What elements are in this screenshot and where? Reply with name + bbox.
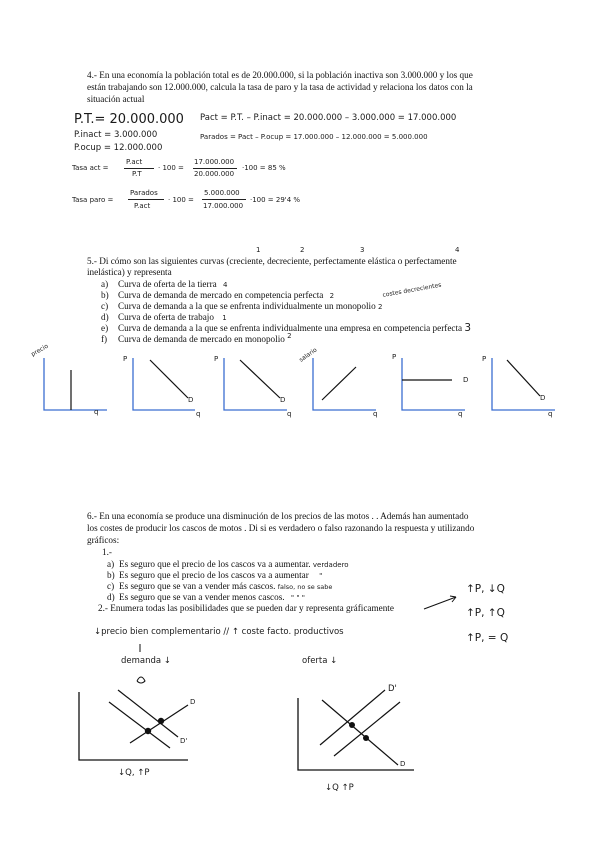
- q4-hw-poblacion-ocupada: P.ocup = 12.000.000: [74, 143, 163, 153]
- q4-hw-parados: Parados = Pact – P.ocup = 17.000.000 – 12.000.000 = 5.000.000: [200, 133, 428, 141]
- q5-g4-ylabel: salario: [298, 346, 319, 364]
- q6-g2-axes: [298, 698, 414, 770]
- q4-hw-tasa-act-frac-den: 20.000.000: [194, 170, 235, 178]
- q5-item-c-answer: 2: [377, 303, 383, 311]
- q6-statement-line2: los costes de producir los cascos de motos . Di si es verdadero o falso razonando la respuesta y utilizando: [87, 523, 475, 533]
- q6-possibility-3: ↑P, = Q: [466, 632, 509, 644]
- q6-g1-caption: ↓Q, ↑P: [118, 768, 150, 778]
- q5-item-c: c) Curva de demanda a la que se enfrenta individualmente un monopolio 2: [101, 301, 383, 311]
- q6-g1-d-prime-label: D': [180, 737, 188, 745]
- q5-g3-curve-label: D: [280, 396, 286, 404]
- q5-item-f-answer: 2: [287, 332, 292, 340]
- q5-statement-line2: inelástica) y representa: [87, 267, 172, 277]
- q5-g5-xlabel: q: [458, 410, 463, 418]
- q5-g2-curve-label: D: [188, 396, 194, 404]
- q5-item-b-answer: 2: [329, 292, 335, 300]
- q6-g1-equilibrium-1: [158, 718, 164, 724]
- q5-statement-line1: 5.- Di cómo son las siguientes curvas (creciente, decreciente, perfectamente elástica o perfectamente: [87, 256, 457, 266]
- q5-item-a-answer: 4: [223, 281, 228, 289]
- q6-item-d-answer: " " ": [290, 594, 305, 602]
- q5-g3-xlabel: q: [287, 410, 292, 418]
- q6-g2-equilibrium-2: [363, 735, 369, 741]
- q4-hw-tasa-act-denominator: P.T: [132, 170, 142, 178]
- q6-arrow-line: [424, 597, 456, 609]
- q6-graph-2: [298, 690, 414, 770]
- q5-g5-curve-label: D: [463, 376, 469, 384]
- q5-item-a: a) Curva de oferta de la tierra 4: [101, 279, 228, 289]
- q4-hw-tasa-paro-mult: · 100 =: [168, 196, 194, 204]
- q4-statement-line3: situación actual: [87, 94, 145, 104]
- q6-statement-line3: gráficos:: [87, 535, 120, 545]
- q6-item-b: b) Es seguro que el precio de los cascos va a aumentar ": [107, 570, 323, 580]
- q6-g2-demand: [322, 700, 398, 765]
- q4-hw-tasa-paro-numerator: Parados: [130, 189, 158, 197]
- q5-g6-curve-label: D: [540, 394, 546, 402]
- q6-sub2: 2.- Enumera todas las posibilidades que se pueden dar y representa gráficamente: [98, 603, 394, 613]
- q6-hw-oferta: oferta ↓: [302, 656, 338, 666]
- q4-hw-tasa-act-result: ·100 = 85 %: [242, 164, 286, 172]
- q5-item-e-answer: 3: [464, 322, 472, 334]
- q4-hw-tasa-paro-frac-den: 17.000.000: [203, 202, 244, 210]
- q6-item-a: a) Es seguro que el precio de los cascos va a aumentar. verdadero: [107, 559, 349, 569]
- q6-item-a-answer: verdadero: [312, 561, 349, 569]
- q4-hw-tasa-paro-label: Tasa paro =: [72, 196, 114, 204]
- q6-statement-line1: 6.- En una economía se produce una disminución de los precios de las motos . . Además han aumentado: [87, 511, 469, 521]
- q5-g2-xlabel: q: [196, 410, 201, 418]
- q6-item-b-answer: ": [319, 572, 323, 580]
- q4-hw-tasa-act-mult: · 100 =: [158, 164, 184, 172]
- q6-possibility-1: ↑P, ↓Q: [466, 583, 505, 595]
- q4-hw-tasa-act-label: Tasa act =: [72, 164, 109, 172]
- q6-g2-equilibrium-1: [349, 722, 355, 728]
- q6-possibility-2: ↑P, ↑Q: [466, 607, 505, 619]
- q6-hw-demanda: demanda ↓: [121, 656, 171, 666]
- q5-g6-ylabel: P: [482, 355, 487, 363]
- q4-hw-tasa-act-numerator: P.act: [126, 158, 143, 166]
- q5-g2-ylabel: P: [123, 355, 128, 363]
- q6-g2-d-label: D: [400, 760, 406, 768]
- q6-g1-demand: [109, 702, 170, 748]
- q5-item-f: f) Curva de demanda de mercado en monopolio $^2$: [101, 332, 292, 344]
- q6-g1-equilibrium-2: [145, 728, 151, 734]
- q6-g1-d-label: D: [190, 698, 196, 706]
- q5-item-d-answer: 1: [222, 314, 227, 322]
- q5-item-b: b) Curva de demanda de mercado en competencia perfecta 2: [101, 290, 335, 300]
- q5-hw-number-1: 1: [256, 246, 261, 254]
- q5-g1-ylabel: precio: [30, 342, 50, 359]
- q6-g2-supply: [320, 690, 385, 745]
- q5-hw-costes-decrecientes: costes decrecientes: [382, 281, 442, 299]
- q6-item-d: d) Es seguro que se van a vender menos cascos. " " ": [107, 592, 305, 602]
- q5-hw-number-4: 4: [455, 246, 460, 254]
- q4-hw-poblacion-inactiva: P.inact = 3.000.000: [74, 130, 158, 140]
- q5-g3-ylabel: P: [214, 355, 219, 363]
- q5-item-d: d) Curva de oferta de trabajo 1: [101, 312, 227, 322]
- q5-g4-xlabel: q: [373, 410, 378, 418]
- q4-hw-tasa-paro-denominator: P.act: [134, 202, 151, 210]
- q6-hw-mark: [137, 677, 145, 683]
- q4-hw-poblacion-activa: Pact = P.T. – P.inact = 20.000.000 – 3.000.000 = 17.000.000: [200, 113, 457, 123]
- q6-g2-d-prime-label: D': [388, 684, 397, 694]
- q6-g2-caption: ↓Q ↑P: [325, 783, 354, 793]
- q4-hw-tasa-act-frac-num: 17.000.000: [194, 158, 235, 166]
- q4-hw-tasa-paro-result: ·100 = 29'4 %: [250, 196, 301, 204]
- q6-g2-supply-shifted: [334, 702, 400, 756]
- q4-hw-poblacion-total: P.T.= 20.000.000: [74, 112, 184, 127]
- q4-statement-line1: 4.- En una economía la población total es de 20.000.000, si la población inactiva son 3.000.000 y los que: [87, 70, 473, 80]
- q6-hw-header: ↓precio bien complementario // ↑ coste facto. productivos: [94, 627, 344, 637]
- q6-item-c: c) Es seguro que se van a vender más cascos. falso, no se sabe: [107, 581, 333, 591]
- q5-hw-number-2: 2: [300, 246, 305, 254]
- q4-statement-line2: están trabajando son 12.000.000, calcula la tasa de paro y la tasa de actividad y relaciona los datos con la: [87, 82, 473, 92]
- q5-g6-xlabel: q: [548, 410, 553, 418]
- q4-hw-tasa-paro-frac-num: 5.000.000: [204, 189, 240, 197]
- q5-hw-number-3: 3: [360, 246, 365, 254]
- q6-item-c-answer: falso, no se sabe: [277, 583, 333, 591]
- q6-graph-1: [79, 690, 188, 760]
- q5-g1-xlabel: q: [94, 408, 99, 416]
- q5-item-e: e) Curva de demanda a la que se enfrenta individualmente una empresa en competencia perfecta 3: [101, 322, 472, 334]
- q5-g5-ylabel: P: [392, 353, 397, 361]
- q6-sub1-label: 1.-: [102, 547, 112, 557]
